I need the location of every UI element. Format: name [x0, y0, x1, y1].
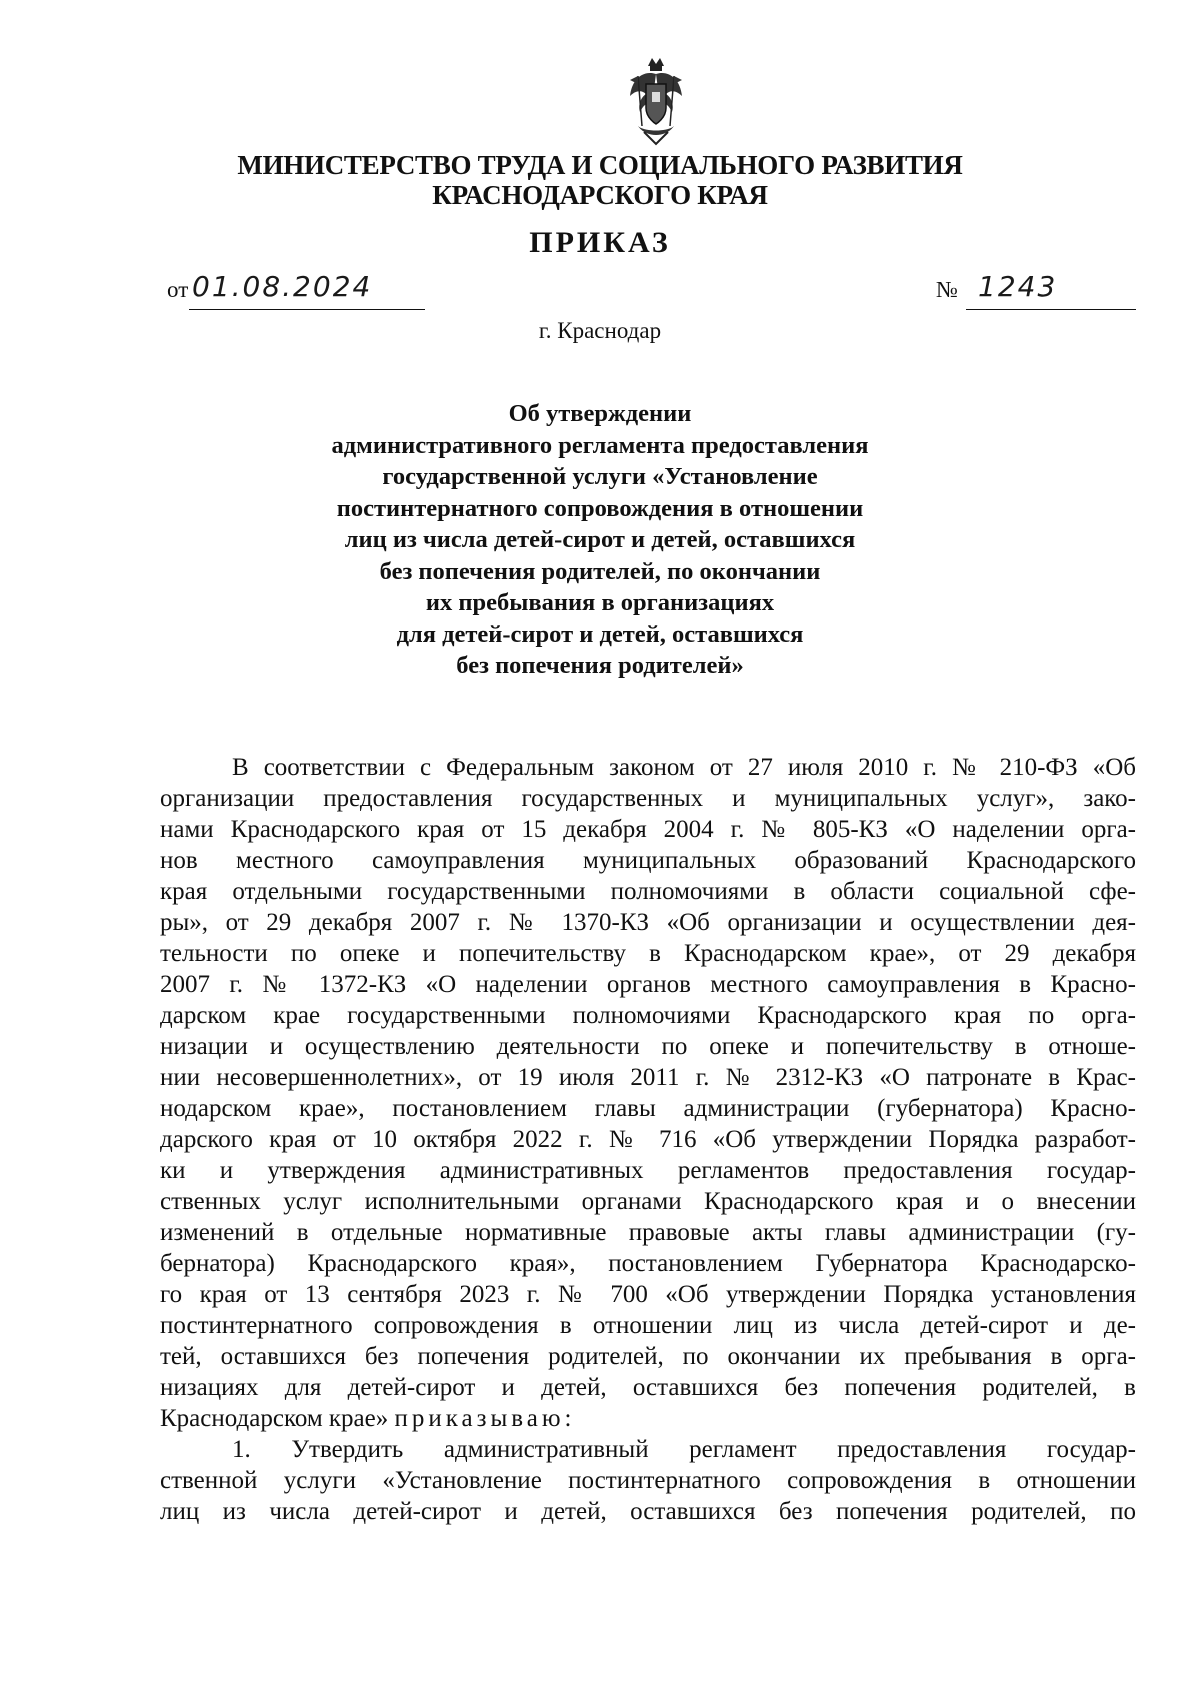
- body-line: нами Краснодарского края от 15 декабря 2004 г. № 805-КЗ «О наделении орга-: [160, 816, 1136, 843]
- body-line: бернатора) Краснодарского края», постановлением Губернатора Краснодарско-: [160, 1250, 1136, 1277]
- city-label: г. Краснодар: [538, 318, 662, 343]
- body-closing-line: [160, 1403, 1136, 1434]
- body-line: низации и осуществлению деятельности по опеке и попечительству в отноше-: [160, 1033, 1136, 1060]
- coat-of-arms-icon: [626, 56, 686, 146]
- subject-line: без попечения родителей, по окончании: [379, 557, 821, 585]
- body-line: ры», от 29 декабря 2007 г. № 1370-КЗ «Об организации и осуществлении дея-: [160, 909, 1136, 936]
- document-type-title: ПРИКАЗ: [529, 226, 671, 259]
- body-line: го края от 13 сентября 2023 г. № 700 «Об утверждении Порядка установления: [160, 1281, 1136, 1308]
- body-line: постинтернатного сопровождения в отношении лиц из числа детей-сирот и де-: [160, 1312, 1136, 1339]
- body-line: нодарском крае», постановлением главы администрации (губернатора) Красно-: [160, 1095, 1136, 1122]
- body-line: 2007 г. № 1372-КЗ «О наделении органов местного самоуправления в Красно-: [160, 971, 1136, 998]
- body-line: ственных услуг исполнительными органами Краснодарского края и о внесении: [160, 1188, 1136, 1215]
- subject-line: Об утверждении: [508, 400, 692, 427]
- order-number: 1243: [978, 270, 1058, 303]
- subject-line: административного регламента предоставления: [331, 431, 869, 459]
- number-prefix: №: [936, 277, 958, 302]
- ministry-line-2: КРАСНОДАРСКОГО КРАЯ: [432, 180, 768, 210]
- order-date: 01.08.2024: [192, 270, 373, 303]
- body-line: ки и утверждения административных регламентов предоставления государ-: [160, 1157, 1136, 1184]
- subject-line: для детей-сирот и детей, оставшихся: [396, 620, 804, 648]
- subject-line: их пребывания в организациях: [425, 589, 775, 616]
- item-1-line: 1. Утвердить административный регламент предоставления государ-: [232, 1436, 1136, 1463]
- body-line: нии несовершеннолетних», от 19 июля 2011 г. № 2312-КЗ «О патронате в Крас-: [160, 1064, 1136, 1091]
- body-line: края отдельными государственными полномочиями в области социальной сфе-: [160, 878, 1136, 905]
- item-1-line: лиц из числа детей-сирот и детей, оставшихся без попечения родителей, по: [160, 1498, 1136, 1525]
- command-word: приказываю:: [394, 1405, 576, 1432]
- body-line: дарском крае государственными полномочиями Краснодарского края по орга-: [160, 1002, 1136, 1029]
- subject-line: без попечения родителей»: [456, 652, 744, 679]
- body-line: В соответствии с Федеральным законом от 27 июля 2010 г. № 210-ФЗ «Об: [232, 754, 1136, 781]
- date-prefix: от: [167, 277, 189, 302]
- body-text: [160, 752, 1136, 1527]
- subject-line: государственной услуги «Установление: [382, 463, 818, 490]
- body-line: дарского края от 10 октября 2022 г. № 716 «Об утверждении Порядка разработ-: [160, 1126, 1136, 1153]
- subject-line: лиц из числа детей-сирот и детей, оставшихся: [344, 526, 856, 553]
- item-1-line: ственной услуги «Установление постинтернатного сопровождения в отношении: [160, 1467, 1136, 1494]
- body-line: низациях для детей-сирот и детей, оставшихся без попечения родителей, в: [160, 1374, 1136, 1401]
- body-line: организации предоставления государственных и муниципальных услуг», зако-: [160, 785, 1136, 812]
- closing-text: Краснодарском крае»: [160, 1405, 389, 1432]
- body-line: изменений в отдельные нормативные правовые акты главы администрации (гу-: [160, 1219, 1136, 1246]
- body-line: нов местного самоуправления муниципальных образований Краснодарского: [160, 847, 1136, 874]
- ministry-line-1: МИНИСТЕРСТВО ТРУДА И СОЦИАЛЬНОГО РАЗВИТИЯ: [237, 150, 963, 180]
- ministry-name: [0, 150, 1200, 210]
- body-line: тей, оставшихся без попечения родителей, по окончании их пребывания в орга-: [160, 1343, 1136, 1370]
- body-line: тельности по опеке и попечительству в Краснодарском крае», от 29 декабря: [160, 940, 1136, 967]
- subject-line: постинтернатного сопровождения в отношении: [336, 494, 864, 522]
- order-subject: [0, 398, 1200, 682]
